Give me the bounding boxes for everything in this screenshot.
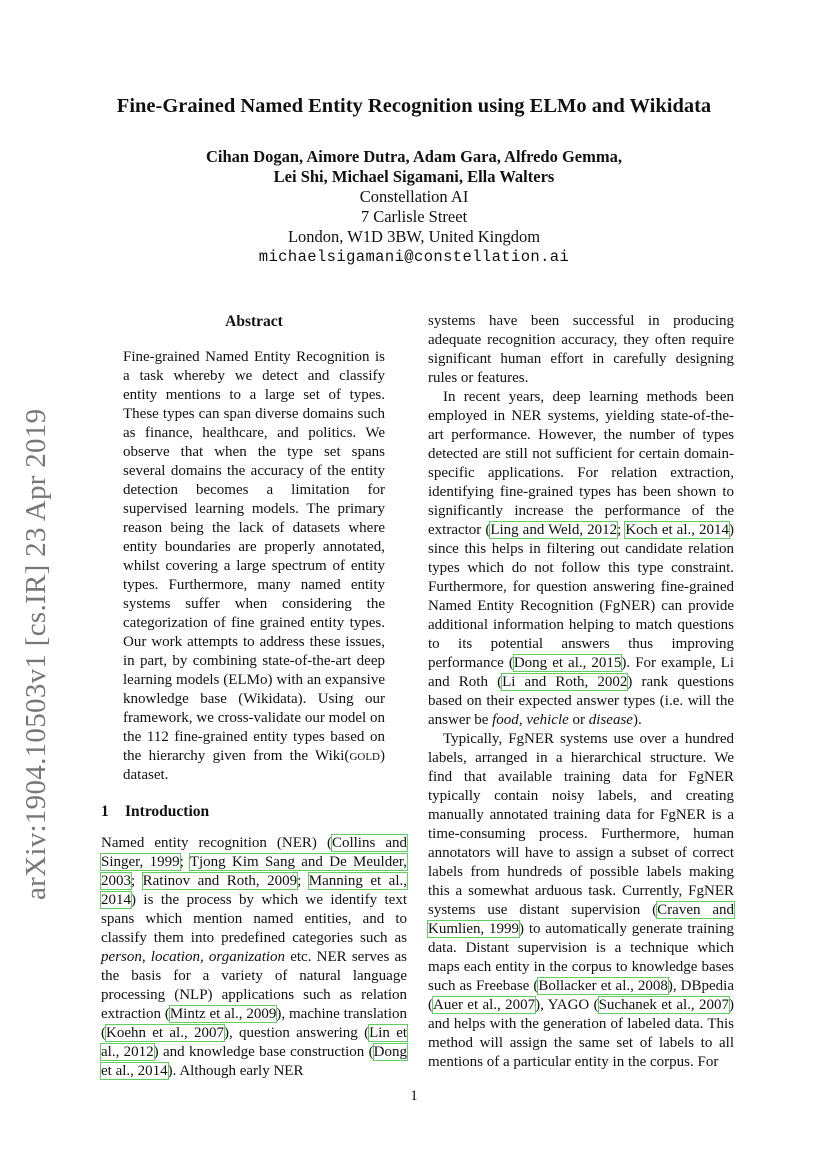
citation-link[interactable]: Tjong Kim Sang and De Meulder, 2003 xyxy=(101,854,407,889)
citation-link[interactable]: Auer et al., 2007 xyxy=(433,997,536,1013)
citation-link[interactable]: Suchanek et al., 2007 xyxy=(598,997,729,1013)
text-run: ), YAGO ( xyxy=(535,997,599,1013)
abstract-text xyxy=(123,348,385,785)
citation-link[interactable]: Dong et al., 2015 xyxy=(513,655,622,671)
text-run: In recent years, deep learning methods been employed in NER systems, yielding state-of-the-art performance. However, the number of types detected are still not sufficient for certain domain-specific applications. For relation extraction, identifying fine-grained types has been shown to significantly increase the performance of the extractor ( xyxy=(428,389,734,538)
emphasis-organization: organization xyxy=(208,949,286,965)
emphasis-vehicle: vehicle xyxy=(526,712,569,728)
text-run: ) to automatically generate training data. Distant supervision is a technique which maps each entity in the corpus to knowledge bases such as Freebase ( xyxy=(428,921,734,994)
intro-paragraph-1 xyxy=(101,834,407,1081)
page-number: 1 xyxy=(410,1088,418,1104)
intro-paragraph-2: systems have been successful in producing adequate recognition accuracy, they often require significant human effort in carefully designing rules or features. xyxy=(428,313,734,386)
text-run: or xyxy=(568,712,589,728)
left-column xyxy=(101,312,407,1081)
text-run: , xyxy=(518,712,527,728)
citation-link[interactable]: Lin et al., 2012 xyxy=(101,1025,408,1060)
emphasis-location: location xyxy=(150,949,200,965)
intro-paragraph-4 xyxy=(428,730,734,1072)
citation-link[interactable]: Li and Roth, 2002 xyxy=(502,674,628,690)
emphasis-disease: disease xyxy=(588,712,633,728)
author-block xyxy=(0,147,828,267)
abstract-heading: Abstract xyxy=(225,313,283,330)
gold-smallcaps: gold xyxy=(349,748,380,764)
text-run: ). For example, Li and Roth ( xyxy=(428,655,734,690)
section-title: Introduction xyxy=(125,803,210,820)
citation-link[interactable]: Ratinov and Roth, 2009 xyxy=(142,873,298,889)
citation-link[interactable]: Bollacker et al., 2008 xyxy=(538,978,668,994)
text-run: Typically, FgNER systems use over a hundred labels, arranged in a hierarchical structure. We find that available training data for FgNER typically contain noisy labels, and creating manually annotated training data for FgNER is a time-consuming process. Furthermore, human annotators will have to assign a subset of correct labels from hundreds of possible labels making this a somewhat arduous task. Currently, FgNER systems use distant supervision ( xyxy=(428,731,734,918)
affiliation: Constellation AI xyxy=(359,187,469,206)
section-heading-introduction xyxy=(101,802,407,821)
authors-line-2: Lei Shi, Michael Sigamani, Ella Walters xyxy=(273,167,555,186)
right-column xyxy=(428,312,734,1072)
citation-link[interactable]: Ling and Weld, 2012 xyxy=(490,522,618,538)
abstract-end-text: ) dataset. xyxy=(123,748,385,783)
text-run: ; xyxy=(297,873,309,889)
authors-line-1: Cihan Dogan, Aimore Dutra, Adam Gara, Alfredo Gemma, xyxy=(205,147,622,166)
citation-link[interactable]: Manning et al., 2014 xyxy=(101,873,408,908)
text-run: ). xyxy=(632,712,642,728)
intro-paragraph-3 xyxy=(428,388,734,730)
text-run: ) and knowledge base construction ( xyxy=(153,1044,374,1060)
citation-link[interactable]: Koch et al., 2014 xyxy=(625,522,730,538)
citation-link[interactable]: Craven and Kumlien, 1999 xyxy=(428,902,735,937)
citation-link[interactable]: Collins and Singer, 1999 xyxy=(101,835,407,870)
text-run: ), question answering ( xyxy=(224,1025,370,1041)
text-run: ) is the process by which we identify text spans which mention named entities, and to classify them into predefined categories such as xyxy=(101,892,407,946)
text-run: , xyxy=(199,949,209,965)
citation-link[interactable]: Mintz et al., 2009 xyxy=(169,1006,277,1022)
text-run: etc. NER serves as the basis for a variety of natural language processing (NLP) applications such as relation extraction ( xyxy=(101,949,408,1022)
address-line-2: London, W1D 3BW, United Kingdom xyxy=(287,227,541,246)
text-run: ), DBpedia ( xyxy=(428,978,734,1013)
emphasis-person: person xyxy=(101,949,142,965)
paper-title: Fine-Grained Named Entity Recognition using ELMo and Wikidata xyxy=(116,95,712,117)
text-run: ) rank questions based on their expected answer types (i.e. will the answer be xyxy=(428,674,734,728)
arxiv-stamp: arXiv:1904.10503v1 [cs.IR] 23 Apr 2019 xyxy=(20,408,52,900)
text-run: , xyxy=(141,949,151,965)
citation-link[interactable]: Dong et al., 2014 xyxy=(101,1044,407,1079)
abstract-body-text: Fine-grained Named Entity Recognition is a task whereby we detect and classify entity mentions to a large set of types. These types can span diverse domains such as finance, healthcare, and politics. We observe that when the type set spans several domains the accuracy of the entity detection becomes a limitation for supervised learning models. The primary reason being the lack of datasets where entity boundaries are properly annotated, whilst covering a large spectrum of entity types. Furthermore, many named entity systems suffer when considering the categorization of fine grained entity types. Our work attempts to address these issues, in part, by combining state-of-the-art deep learning models (ELMo) with an expansive knowledge base (Wikidata). Using our framework, we cross-validate our model on the 112 fine-grained entity types based on the hierarchy given from the Wiki( xyxy=(123,349,385,764)
text-run: Named entity recognition (NER) ( xyxy=(101,835,332,851)
section-number: 1 xyxy=(101,803,109,820)
text-run: ; xyxy=(617,522,626,538)
text-run: ), machine translation ( xyxy=(101,1006,408,1041)
text-run: ) and helps with the generation of labeled data. This method will assign the same set of labels to all mentions of a particular entity in the corpus. For xyxy=(428,997,734,1070)
text-run: ; xyxy=(179,854,190,870)
address-line-1: 7 Carlisle Street xyxy=(360,207,468,226)
text-run: ) since this helps in filtering out candidate relation types which do not follow this type constraint. Furthermore, for question answering fine-grained Named Entity Recognition (FgNER) can provide additional information helping to match questions to its potential answers thus improving performance ( xyxy=(428,522,735,671)
text-run: ; xyxy=(131,873,143,889)
text-run: ). Although early NER xyxy=(167,1063,304,1079)
emphasis-food: food xyxy=(492,712,519,728)
citation-link[interactable]: Koehn et al., 2007 xyxy=(106,1025,224,1041)
author-email[interactable]: michaelsigamani@constellation.ai xyxy=(258,248,570,266)
